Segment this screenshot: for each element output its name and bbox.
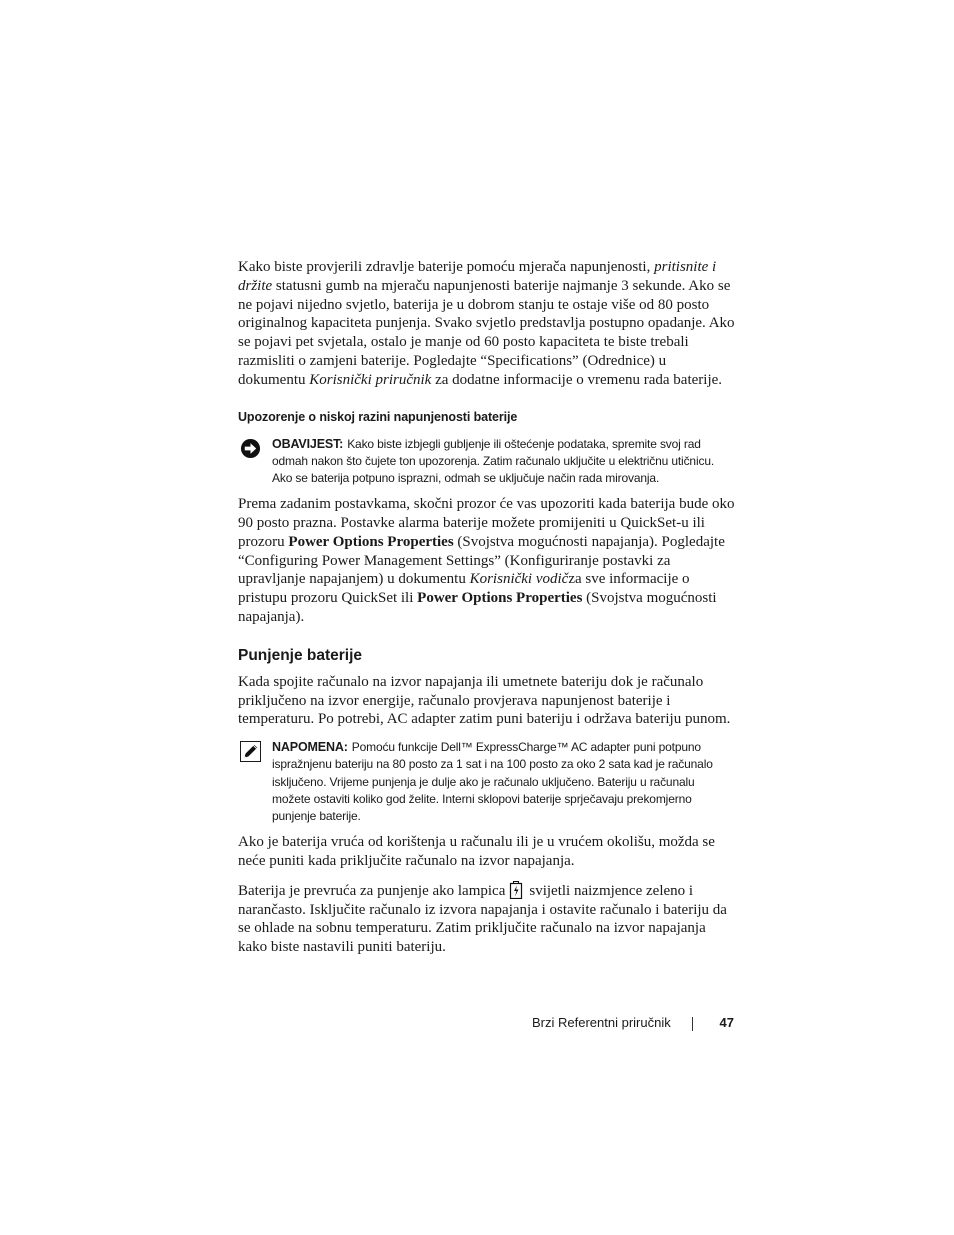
page-number: 47 — [719, 1015, 734, 1030]
low-battery-heading: Upozorenje o niskoj razini napunjenosti baterije — [238, 409, 518, 424]
text-run: Prema zadanim postavkama, skočni prozor će vas upozoriti kada baterija bude oko 90 posto prazna. Postavke alarma baterije možete promijeniti u QuickSet-u ili prozoru — [238, 496, 735, 550]
charging-heading: Punjenje baterije — [238, 646, 363, 664]
text-run: Kako biste provjerili zdravlje baterije pomoću mjerača napunjenosti, — [238, 259, 655, 275]
text-run: za sve informacije o pristupu prozoru QuickSet ili — [238, 571, 690, 607]
text-run: za dodatne informacije o vremenu rada baterije. — [431, 371, 723, 388]
text-run: Baterija je prevruća za punjenje ako lampica — [238, 882, 506, 899]
notice-block — [238, 436, 736, 488]
emphasis-user-guide: Korisnički vodič — [469, 571, 569, 588]
footer-separator — [692, 1017, 693, 1031]
pencil-note-icon — [240, 741, 261, 762]
note-label: NAPOMENA: — [272, 740, 348, 755]
text-run: statusni gumb na mjeraču napunjenosti baterije najmanje 3 sekunde. Ako se ne pojavi nijedno svjetlo, baterija je u dobrom stanju te ostaje više od 80 posto originalnog kapaciteta punjenja. Svako svjetlo predstavlja postupno opadanje. Ako se pojavi pet svjetala, ostalo je manje od 60 posto kapaciteta te biste trebali razmisliti o zamjeni baterije. Pogledajte “Specifications” (Odrednice) u dokumentu — [238, 277, 735, 388]
note-text: Pomoću funkcije Dell™ ExpressCharge™ AC adapter puni potpuno ispražnjenu bateriju na 80 posto za 1 sat i na 100 posto za oko 2 sata kad je računalo isključeno. Vrijeme punjenja je dulje ako je računalo uključeno. Bateriju u računalu možete ostaviti koliko god želite. Interni sklopovi baterije sprječavaju prekomjerno punjenje baterije. — [272, 740, 713, 823]
battery-health-paragraph — [238, 258, 736, 390]
alarm-settings-paragraph — [238, 495, 736, 627]
emphasis-user-guide: Korisnički priručnik — [309, 371, 432, 388]
battery-charge-icon — [509, 881, 523, 899]
overheat-paragraph — [238, 881, 736, 957]
footer-title: Brzi Referentni priručnik — [532, 1015, 671, 1030]
power-options-term: Power Options Properties — [288, 533, 454, 550]
power-options-term: Power Options Properties — [417, 590, 583, 607]
notice-text: Kako biste izbjegli gubljenje ili oštećenje podataka, spremite svoj rad odmah nakon što čujete ton upozorenja. Zatim računalo uključite u električnu utičnicu. Ako se baterija potpuno isprazni, odmah se uključuje način rada mirovanja. — [272, 436, 715, 485]
emphasis-press-hold: pritisnite i držite — [238, 259, 717, 294]
text-run: (Svojstva mogućnosti napajanja). — [238, 590, 717, 625]
charging-paragraph: Kada spojite računalo na izvor napajanja ili umetnete bateriju dok je računalo priključeno na izvor energije, računalo provjerava napunjenost baterije i temperaturu. Po potrebi, AC adapter zatim puni bateriju i održava bateriju punom. — [238, 673, 731, 728]
notice-arrow-icon — [240, 438, 261, 459]
notice-label: OBAVIJEST: — [272, 436, 344, 451]
note-block — [238, 739, 736, 825]
page-body — [238, 258, 736, 967]
text-run: svijetli naizmjence zeleno i narančasto. Isključite računalo iz izvora napajanja i ostavite računalo i bateriju da se ohlade na sobnu temperaturu. Zatim priključite računalo na izvor napajanja kako biste nastavili puniti bateriju. — [238, 882, 727, 956]
hot-battery-paragraph: Ako je baterija vruća od korištenja u računalu ili je u vrućem okolišu, možda se neće puniti kada priključite računalo na izvor napajanja. — [238, 834, 715, 869]
text-run: (Svojstva mogućnosti napajanja). Pogledajte “Configuring Power Management Settings” (Konfiguriranje postavki za upravljanje napajanjem) u dokumentu — [238, 533, 725, 588]
